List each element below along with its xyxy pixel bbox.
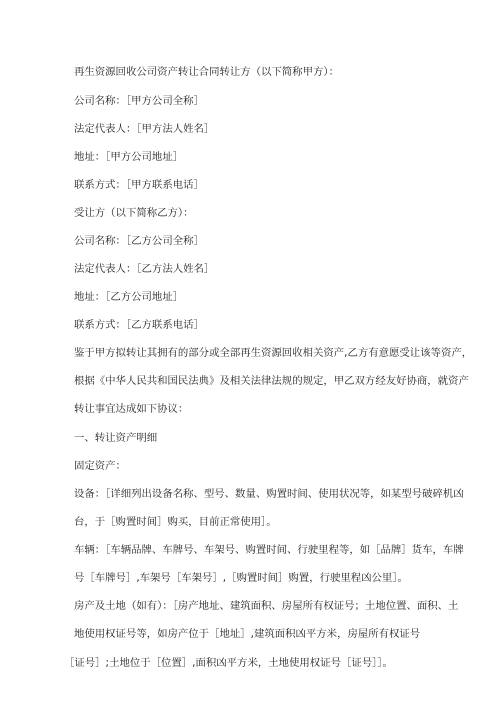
party-a-address: 地址：［甲方公司地址］ [74,151,184,163]
party-b-contact: 联系方式：［乙方联系电话］ [74,319,204,331]
fixed-assets-heading: 固定资产： [74,460,126,472]
vehicles-line-2: 号［车牌号］,车架号［车架号］,［购置时间］购置，行驶里程凶公里］。 [74,572,408,584]
equipment-line-2: 台，于［购置时间］购买，目前正常使用］。 [74,516,277,528]
equipment-line-1: 设备：［详细列出设备名称、型号、数量、购置时间、使用状况等，如某型号破碎机凶 [74,488,464,500]
party-b-heading: 受让方（以下简称乙方）： [74,207,194,219]
party-b-address: 地址：［乙方公司地址］ [74,291,184,303]
party-b-legal-rep: 法定代表人：［乙方法人姓名］ [74,263,215,275]
contract-title-line: 再生资源回收公司资产转让合同转让方（以下简称甲方）： [74,66,339,78]
section-heading-asset-details: 一、转让资产明细 [74,432,158,444]
party-a-contact: 联系方式：［甲方联系电话］ [74,179,204,191]
property-line-3: ［证号］;土地位于［位置］,面积凶平方米，土地使用权证号［证号］］。 [64,657,393,669]
preamble-line-1: 鉴于甲方拟转让其拥有的部分或全部再生资源回收相关资产,乙方有意愿受让该等资产， [74,347,473,359]
party-a-legal-rep: 法定代表人：［甲方法人姓名］ [74,123,215,135]
preamble-line-3: 转让事宜达成如下协议： [74,403,189,415]
party-b-company-name: 公司名称：［乙方公司全称］ [74,235,204,247]
property-line-1: 房产及土地（如有）：［房产地址、建筑面积、房屋所有权证号；土地位置、面积、土 [74,600,459,612]
party-a-company-name: 公司名称：［甲方公司全称］ [74,95,204,107]
vehicles-line-1: 车辆：［车辆品牌、车牌号、车架号、购置时间、行驶里程等，如［品牌］货车，车牌 [74,544,464,556]
preamble-line-2: 根据《中华人民共和国民法典》及相关法律法规的规定，甲乙双方经友好协商，就资产 [74,375,469,387]
property-line-2: 地使用权证号等，如房产位于［地址］,建筑面积凶平方米，房屋所有权证号 [74,628,421,640]
